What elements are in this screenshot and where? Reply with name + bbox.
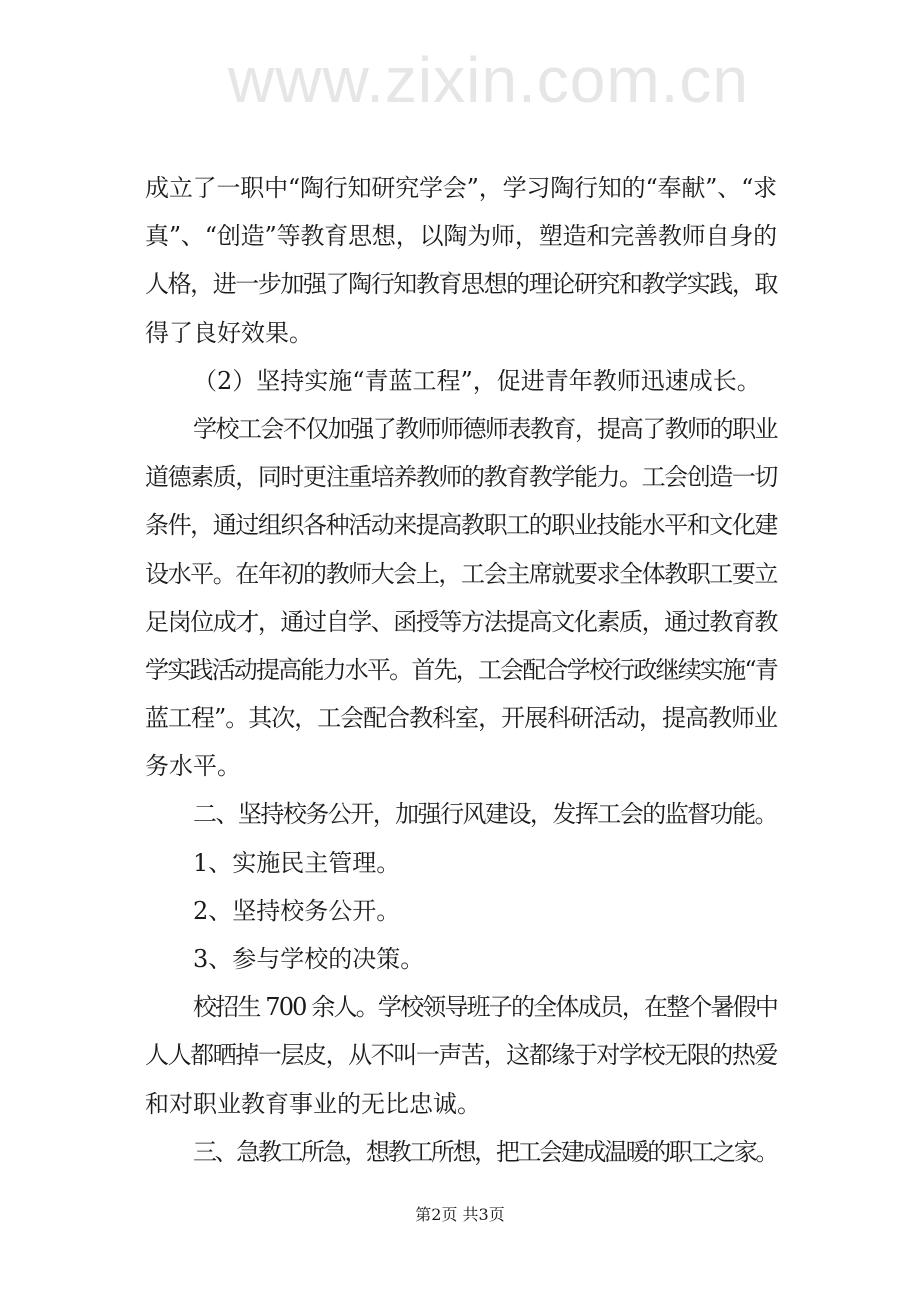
text-line <box>145 598 777 646</box>
text-line-content: 条件，通过组织各种活动来提高教职工的职业技能水平和文化建 <box>145 511 777 540</box>
text-line-content: 人格，进一步加强了陶行知教育思想的理论研究和教学实践，取 <box>145 270 777 299</box>
text-line <box>145 742 777 790</box>
text-line <box>145 790 777 838</box>
text-line-content: 成立了一职中“陶行知研究学会”，学习陶行知的“奉献”、“求 <box>145 174 777 202</box>
text-line-content: 蓝工程”。其次，工会配合教科室，开展科研活动，提高教师业 <box>145 704 777 733</box>
text-line-content: 得了良好效果。 <box>145 318 313 347</box>
text-line-content: 学实践活动提高能力水平。首先，工会配合学校行政继续实施“青 <box>145 655 777 684</box>
text-line <box>145 309 777 357</box>
watermark: www.zixin.com.cn <box>228 44 749 116</box>
text-line <box>145 1080 777 1128</box>
text-line <box>145 839 777 887</box>
document-body <box>145 164 777 1176</box>
text-line-content: 务水平。 <box>145 752 241 781</box>
text-line <box>145 212 777 260</box>
text-line-content: 和对职业教育事业的无比忠诚。 <box>145 1089 481 1118</box>
text-line-content: 2、坚持校务公开。 <box>193 896 401 925</box>
text-line <box>145 357 777 405</box>
text-line-content: 人人都晒掉一层皮，从不叫一声苦，这都缘于对学校无限的热爱 <box>145 1041 777 1070</box>
text-line <box>145 453 777 501</box>
text-line <box>145 694 777 742</box>
text-line <box>145 983 777 1031</box>
text-line-content: 校招生 700 余人。学校领导班子的全体成员，在整个暑假中 <box>193 993 777 1022</box>
text-line <box>145 1031 777 1079</box>
text-line-content: 设水平。在年初的教师大会上，工会主席就要求全体教职工要立 <box>145 559 777 588</box>
text-line <box>145 935 777 983</box>
text-line-content: 1、实施民主管理。 <box>193 848 401 877</box>
text-line <box>145 405 777 453</box>
text-line-content: 3、参与学校的决策。 <box>193 945 425 973</box>
text-line-content: 学校工会不仅加强了教师师德师表教育，提高了教师的职业 <box>193 414 777 443</box>
text-line <box>145 887 777 935</box>
text-line <box>145 1128 777 1176</box>
text-line <box>145 550 777 598</box>
text-line <box>145 164 777 212</box>
text-line <box>145 501 777 549</box>
text-line-content: 二、坚持校务公开，加强行风建设，发挥工会的监督功能。 <box>193 800 777 829</box>
text-line-content: 三、急教工所急，想教工所想，把工会建成温暖的职工之家。 <box>193 1137 777 1166</box>
text-line-content: 道德素质，同时更注重培养教师的教育教学能力。工会创造一切 <box>145 463 777 492</box>
text-line-content: 足岗位成才，通过自学、函授等方法提高文化素质，通过教育教 <box>145 607 777 636</box>
text-line-content: （2）坚持实施“青蓝工程”，促进青年教师迅速成长。 <box>193 366 761 395</box>
text-line-content: 真”、“创造”等教育思想，以陶为师，塑造和完善教师自身的 <box>145 222 777 251</box>
page-footer: 第2页 共3页 <box>415 1205 505 1224</box>
text-line <box>145 260 777 308</box>
text-line <box>145 646 777 694</box>
